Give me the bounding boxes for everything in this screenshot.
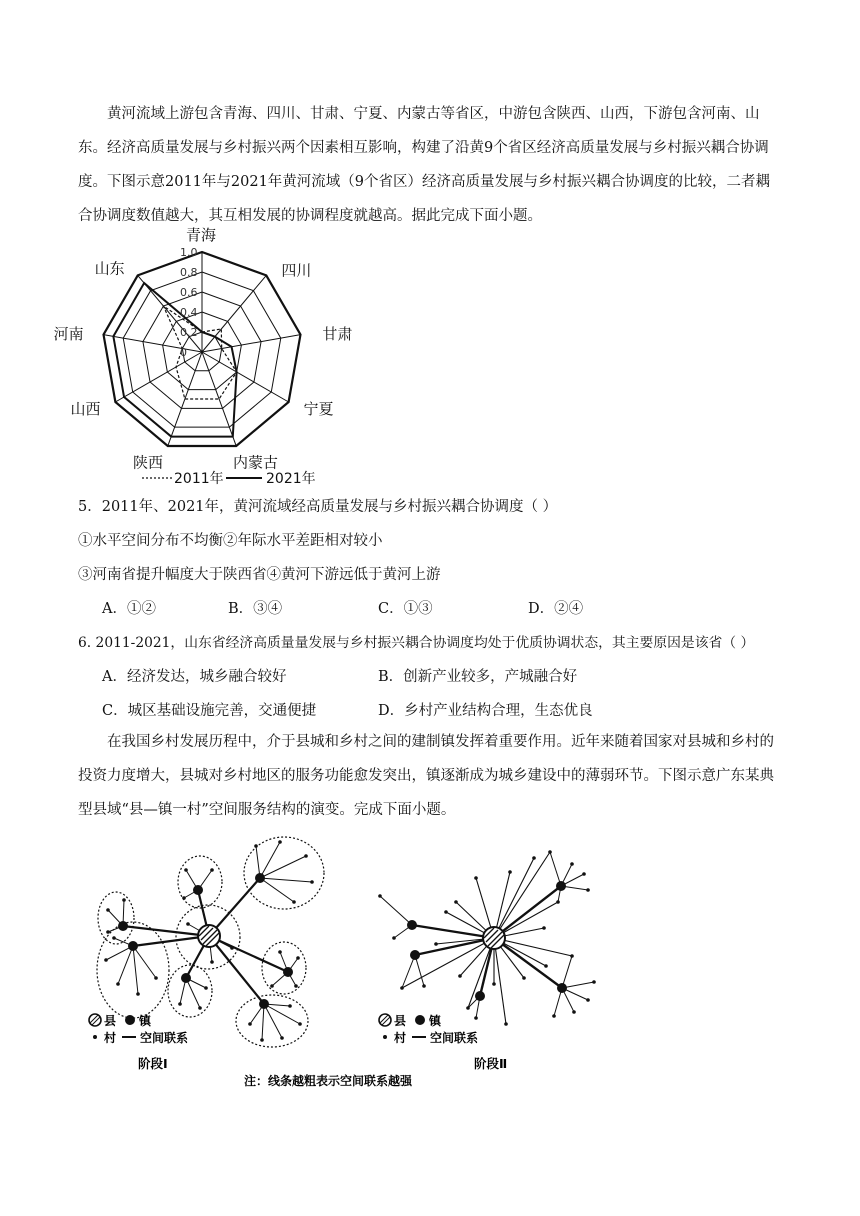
figure-note: 注：线条越粗表示空间联系越强 (244, 1074, 413, 1088)
legend-link-label: 空间联系 (140, 1031, 189, 1045)
legend-2021-label: 2021年 (266, 471, 316, 487)
spatial-structure-figure (84, 828, 614, 1090)
q5-items-line-2: ③河南省提升幅度大于陕西省④黄河下游远低于黄河上游 (78, 567, 441, 583)
q6-option-d[interactable]: D．乡村产业结构合理，生态优良 (378, 703, 593, 719)
stage-1-label: 阶段Ⅰ (138, 1056, 168, 1071)
radar-tick-label: 0.8 (180, 266, 198, 279)
radar-tick-label: 0.6 (180, 286, 198, 299)
radar-series (113, 283, 236, 437)
intro-paragraph-2: 在我国乡村发展历程中，介于县城和乡村之间的建制镇发挥着重要作用。近年来随着国家对县城和乡村的投资力度增大，县城对乡村地区的服务功能愈发突出，镇逐渐成为城乡建设中的薄弱环节。下图示意广东某典型县域“县—镇一村”空间服务结构的演变。完成下面小题。 (78, 734, 774, 818)
radar-series-2 (113, 283, 236, 437)
legend-2011-label: 2011年 (174, 471, 224, 487)
q5-option-a[interactable]: A．①② (102, 601, 156, 617)
radar-spoke (115, 352, 202, 402)
legend-county-label: 县 (104, 1014, 117, 1028)
radar-axis-label: 陕西 (133, 453, 164, 472)
legend2-county-label: 县 (394, 1014, 407, 1028)
legend2-link-label: 空间联系 (430, 1031, 479, 1045)
radar-axis-label: 内蒙古 (232, 453, 278, 472)
q6-option-c[interactable]: C．城区基础设施完善，交通便捷 (102, 703, 317, 719)
radar-axis-labels (54, 226, 353, 471)
legend2-village-label: 村 (394, 1031, 407, 1045)
legend2-village-icon (383, 1035, 387, 1039)
radar-tick-label: 1.0 (180, 246, 198, 259)
radar-tick-label: 0.2 (180, 326, 198, 339)
q5-option-c[interactable]: C．①③ (378, 601, 433, 617)
radar-tick-labels (180, 246, 198, 359)
legend-town-icon (125, 1015, 135, 1025)
q6-option-b[interactable]: B．创新产业较多，产城融合好 (378, 669, 578, 685)
legend-county-icon (89, 1014, 101, 1026)
q5-stem: 5．2011年、2021年，黄河流域经高质量发展与乡村振兴耦合协调度（ ） (78, 499, 558, 515)
stage-2-label: 阶段Ⅱ (474, 1056, 508, 1071)
stage-1-legend (89, 1013, 188, 1071)
radar-tick-label: 0 (180, 346, 187, 359)
q6-option-a[interactable]: A．经济发达，城乡融合较好 (102, 669, 287, 685)
legend-village-icon (93, 1035, 97, 1039)
q5-option-d[interactable]: D．②④ (528, 601, 584, 617)
radar-chart (53, 226, 353, 490)
radar-series-1 (163, 306, 236, 399)
stage-2-diagram (378, 850, 596, 1026)
radar-tick-label: 0.4 (180, 306, 198, 319)
stage-2-legend (379, 1013, 507, 1071)
legend-town-label: 镇 (139, 1014, 152, 1028)
q5-option-b[interactable]: B．③④ (228, 601, 283, 617)
radar-spoke (202, 275, 266, 352)
legend2-town-icon (415, 1015, 425, 1025)
radar-axis-label: 宁夏 (303, 400, 334, 418)
radar-axis-label: 甘肃 (322, 325, 353, 344)
radar-axis-label: 四川 (281, 261, 312, 280)
legend-village-label: 村 (104, 1031, 117, 1045)
radar-legend (142, 470, 316, 487)
legend2-county-icon (379, 1014, 391, 1026)
q5-items-line-1: ①水平空间分布不均衡②年际水平差距相对较小 (78, 533, 383, 549)
intro-paragraph-1: 黄河流域上游包含青海、四川、甘肃、宁夏、内蒙古等省区，中游包含陕西、山西，下游包含河南、山东。经济高质量发展与乡村振兴两个因素相互影响，构建了沿黄9个省区经济高质量发展与乡村振兴耦合协调度。下图示意2011年与2021年黄河流域（9个省区）经济高质量发展与乡村振兴耦合协调度的比较，二者耦合协调度数值越大，其互相发展的协调程度就越高。据此完成下面小题。 (78, 106, 771, 224)
radar-axis-label: 山东 (94, 259, 125, 278)
q6-stem: 6. 2011-2021，山东省经济高质量量发展与乡村振兴耦合协调度均处于优质协调状态，其主要原因是该省（ ） (78, 635, 755, 651)
radar-spoke (202, 352, 289, 402)
radar-axis-label: 河南 (53, 325, 84, 344)
radar-axis-label: 山西 (70, 400, 101, 418)
legend2-town-label: 镇 (429, 1014, 442, 1028)
radar-axis-label: 青海 (186, 226, 217, 244)
radar-grid (104, 252, 301, 446)
